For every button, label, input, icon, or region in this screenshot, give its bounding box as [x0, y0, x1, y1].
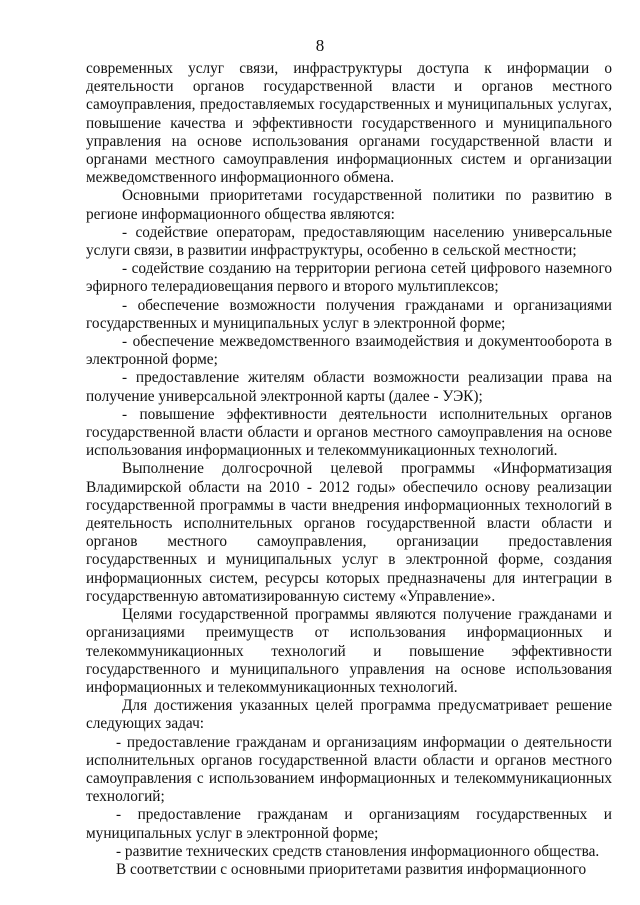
- page-number: 8: [315, 36, 325, 55]
- paragraph: В соответствии с основными приоритетами развития информационного: [116, 860, 587, 878]
- list-item: - содействие созданию на территории региона сетей цифрового наземного эфирного телерадиовещания первого и второго мультиплексов;: [86, 260, 612, 296]
- body-text: [86, 60, 612, 879]
- list-item: - развитие технических средств становления информационного общества.: [116, 842, 600, 860]
- list-item: - повышение эффективности деятельности исполнительных органов государственной власти области и органов местного самоуправления на основе использования информационных и телекоммуникационных технологий.: [86, 405, 612, 460]
- paragraph: Основными приоритетами государственной политики по развитию в регионе информационного общества являются:: [86, 187, 612, 223]
- list-item: - предоставление жителям области возможности реализации права на получение универсальной электронной карты (далее - УЭК);: [86, 369, 612, 405]
- paragraph: Выполнение долгосрочной целевой программы «Информатизация Владимирской области на 2010 - 2012 годы» обеспечило основу реализации государственной программы в части внедрения информационных технологий в деятельность исполнительных органов государственной власти области и органов местного самоуправления, организации предоставления государственных и муниципальных услуг в электронной форме, создания информационных систем, ресурсы которых предназначены для интеграции в государственную автоматизированную систему «Управление».: [86, 460, 612, 605]
- list-item: - содействие операторам, предоставляющим населению универсальные услуги связи, в развитии инфраструктуры, особенно в сельской местности;: [86, 223, 612, 260]
- paragraph: Для достижения указанных целей программа предусматривает решение следующих задач:: [86, 697, 612, 733]
- list-item: - предоставление гражданам и организациям информации о деятельности исполнительных органов государственной власти области и органов местного самоуправления с использованием информационных и телекоммуникационных технологий;: [86, 733, 612, 806]
- list-item: - обеспечение возможности получения гражданами и организациями государственных и муниципальных услуг в электронной форме;: [86, 296, 612, 332]
- list-item: - обеспечение межведомственного взаимодействия и документооборота в электронной форме;: [86, 333, 612, 369]
- paragraph: Целями государственной программы являются получение гражданами и организациями преимуществ от использования информационных и телекоммуникационных технологий и повышение эффективности государственного и муниципального управления на основе использования информационных и телекоммуникационных технологий.: [86, 606, 612, 696]
- paragraph: современных услуг связи, инфраструктуры доступа к информации о деятельности органов государственной власти и органов местного самоуправления, предоставляемых государственных и муниципальных услугах, повышение качества и эффективности государственного и муниципального управления на основе использования органами государственной власти и органами местного самоуправления информационных систем и организации межведомственного информационного обмена.: [86, 60, 612, 187]
- list-item: - предоставление гражданам и организациям государственных и муниципальных услуг в электронной форме;: [86, 806, 612, 842]
